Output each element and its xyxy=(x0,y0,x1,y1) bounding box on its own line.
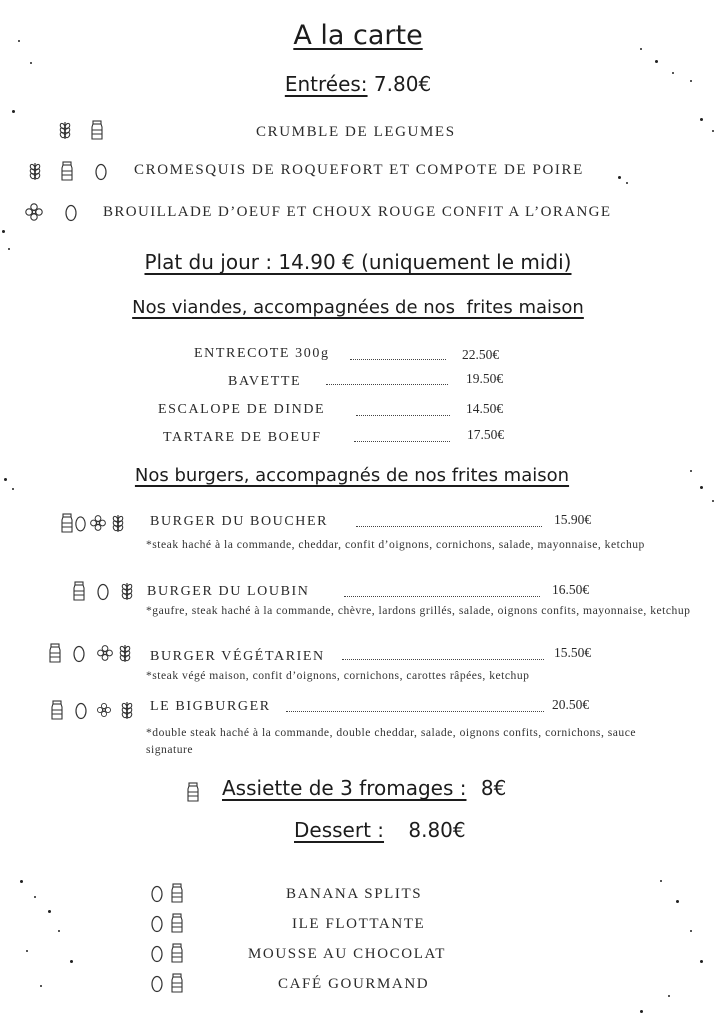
burger-item-price: 15.50€ xyxy=(554,645,592,660)
entree-item: CROMESQUIS DE ROQUEFORT ET COMPOTE DE POIRE xyxy=(134,162,584,178)
dot-leader xyxy=(356,415,450,416)
dessert-label: Dessert : xyxy=(294,818,385,842)
milk-bottle-icon xyxy=(48,643,62,663)
plat-du-jour: Plat du jour : 14.90 € (uniquement le midi) xyxy=(144,250,572,274)
egg-icon xyxy=(150,943,164,963)
viande-item-price: 22.50€ xyxy=(462,347,500,362)
milk-bottle-icon xyxy=(60,161,74,181)
dot-leader xyxy=(342,659,544,660)
entree-icons-2 xyxy=(28,161,108,181)
viande-item-name: ESCALOPE DE DINDE xyxy=(158,402,326,417)
entree-icons-3 xyxy=(24,202,78,222)
nuts-icon xyxy=(24,202,44,222)
fromages-price: 8€ xyxy=(480,776,507,800)
dot-leader xyxy=(326,384,448,385)
entree-icons-1 xyxy=(58,120,104,140)
gluten-wheat-icon xyxy=(28,161,42,181)
dot-leader xyxy=(354,441,450,442)
egg-icon xyxy=(96,581,110,601)
burger-item-name: LE BIGBURGER xyxy=(150,699,271,714)
dessert-price: 8.80€ xyxy=(408,818,466,842)
dessert-item: BANANA SPLITS xyxy=(286,886,423,902)
fromages-label: Assiette de 3 fromages : xyxy=(222,776,467,800)
burgers-heading: Nos burgers, accompagnés de nos frites maison xyxy=(134,465,570,486)
burger-item-desc: *steak haché à la commande, cheddar, confit d’oignons, cornichons, salade, mayonnaise, ketchup xyxy=(146,538,645,551)
entree-item: CRUMBLE DE LEGUMES xyxy=(256,124,456,140)
egg-icon xyxy=(64,202,78,222)
egg-icon xyxy=(74,700,88,720)
viande-item-name: ENTRECOTE 300g xyxy=(194,346,330,361)
burger-item-price: 20.50€ xyxy=(552,697,590,712)
viande-item-name: BAVETTE xyxy=(228,374,302,389)
fromages-icon-wrap xyxy=(186,782,200,802)
fromages-line xyxy=(222,776,506,800)
milk-bottle-icon xyxy=(170,913,184,933)
milk-bottle-icon xyxy=(170,943,184,963)
entrees-heading xyxy=(0,72,716,96)
milk-bottle-icon xyxy=(90,120,104,140)
gluten-wheat-icon xyxy=(120,700,134,720)
nuts-icon xyxy=(89,514,107,532)
dot-leader xyxy=(344,596,540,597)
entree-item: BROUILLADE D’OEUF ET CHOUX ROUGE CONFIT A L’ORANGE xyxy=(103,204,612,220)
dessert-icons-3 xyxy=(150,943,184,963)
page-title: A la carte xyxy=(293,20,423,51)
dessert-item: CAFÉ GOURMAND xyxy=(278,976,430,992)
entrees-price: 7.80€ xyxy=(373,72,432,96)
nuts-icon xyxy=(96,702,112,718)
burger-item-desc: *steak végé maison, confit d’oignons, cornichons, carottes râpées, ketchup xyxy=(146,669,530,682)
dot-leader xyxy=(356,526,542,527)
dessert-icons-1 xyxy=(150,883,184,903)
egg-icon xyxy=(94,161,108,181)
dessert-heading xyxy=(294,818,466,842)
viande-item-price: 14.50€ xyxy=(466,401,504,416)
gluten-wheat-icon xyxy=(58,120,72,140)
burger-item-price: 15.90€ xyxy=(554,512,592,527)
burger-icons-3 xyxy=(48,643,132,663)
gluten-wheat-icon xyxy=(118,643,132,663)
nuts-icon xyxy=(96,644,114,662)
dessert-icons-2 xyxy=(150,913,184,933)
entrees-label: Entrées: xyxy=(284,72,368,96)
egg-icon xyxy=(72,643,86,663)
dot-leader xyxy=(286,711,544,712)
burger-icons-2 xyxy=(72,581,134,601)
viande-item-price: 19.50€ xyxy=(466,371,504,386)
burger-item-desc: *gaufre, steak haché à la commande, chèvre, lardons grillés, salade, oignons confits, mayonnaise, ketchup xyxy=(146,604,691,617)
burger-item-name: BURGER VÉGÉTARIEN xyxy=(150,649,325,664)
viande-item-name: TARTARE DE BOEUF xyxy=(163,430,322,445)
burger-item-name: BURGER DU LOUBIN xyxy=(147,584,310,599)
viande-item-price: 17.50€ xyxy=(467,427,505,442)
viandes-heading: Nos viandes, accompagnées de nos frites maison xyxy=(132,297,584,318)
dessert-item: ILE FLOTTANTE xyxy=(292,916,426,932)
dot-leader xyxy=(350,359,446,360)
burger-icons-4 xyxy=(50,700,134,720)
burger-item-name: BURGER DU BOUCHER xyxy=(150,514,329,529)
dessert-icons-4 xyxy=(150,973,184,993)
milk-bottle-icon xyxy=(186,782,200,802)
burger-item-desc: *double steak haché à la commande, double cheddar, salade, oignons confits, cornichons, sauce signature xyxy=(146,726,636,756)
burger-item-price: 16.50€ xyxy=(552,582,590,597)
milk-bottle-icon xyxy=(170,973,184,993)
egg-icon xyxy=(150,973,164,993)
milk-bottle-icon xyxy=(50,700,64,720)
milk-bottle-icon xyxy=(72,581,86,601)
gluten-wheat-icon xyxy=(120,581,134,601)
egg-icon xyxy=(74,513,87,533)
egg-icon xyxy=(150,913,164,933)
milk-bottle-icon xyxy=(170,883,184,903)
gluten-wheat-icon xyxy=(111,513,125,533)
milk-bottle-icon xyxy=(60,513,74,533)
egg-icon xyxy=(150,883,164,903)
dessert-item: MOUSSE AU CHOCOLAT xyxy=(248,946,446,962)
burger-icons-1 xyxy=(60,513,125,533)
